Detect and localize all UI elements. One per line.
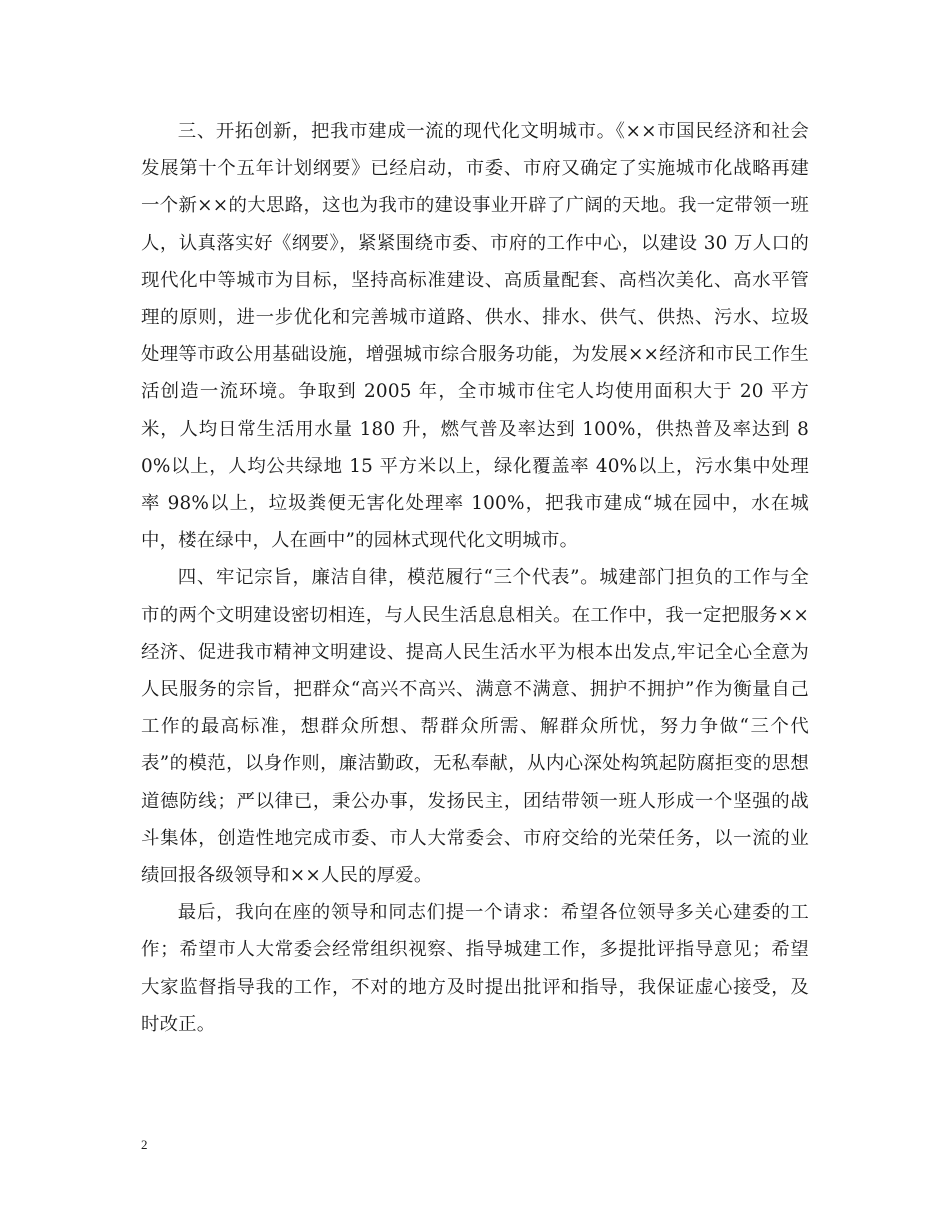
paragraph-closing-request: 最后，我向在座的领导和同志们提一个请求：希望各位领导多关心建委的工作；希望市人大常委会经常组织视察、指导城建工作，多提批评指导意见；希望大家监督指导我的工作，不对的地方及时提出批评和指导，我保证虚心接受，及时改正。 xyxy=(141,902,809,1035)
document-body xyxy=(141,113,809,1043)
paragraph-three-pioneering: 三、开拓创新，把我市建成一流的现代化文明城市。《××市国民经济和社会发展第十个五年计划纲要》已经启动，市委、市府又确定了实施城市化战略再建一个新××的大思路，这也为我市的建设事业开辟了广阔的天地。我一定带领一班人，认真落实好《纲要》，紧紧围绕市委、市府的工作中心，以建设 30 万人口的现代化中等城市为目标，坚持高标准建设、高质量配套、高档次美化、高水平管理的原则，进一步优化和完善城市道路、供水、排水、供气、供热、污水、垃圾处理等市政公用基础设施，增强城市综合服务功能，为发展××经济和市民工作生活创造一流环境。争取到 2005 年，全市城市住宅人均使用面积大于 20 平方米，人均日常生活用水量 180 升，燃气普及率达到 100%，供热普及率达到 80%以上，人均公共绿地 15 平方米以上，绿化覆盖率 40%以上，污水集中处理率 98%以上，垃圾粪便无害化处理率 100%，把我市建成“城在园中，水在城中，楼在绿中，人在画中”的园林式现代化文明城市。 xyxy=(141,121,809,552)
page-number: 2 xyxy=(141,1137,148,1152)
paragraph-four-purpose: 四、牢记宗旨，廉洁自律，模范履行“三个代表”。城建部门担负的工作与全市的两个文明建设密切相连，与人民生活息息相关。在工作中，我一定把服务××经济、促进我市精神文明建设、提高人民生活水平为根本出发点,牢记全心全意为人民服务的宗旨，把群众“高兴不高兴、满意不满意、拥护不拥护”作为衡量自己工作的最高标准，想群众所想、帮群众所需、解群众所忧，努力争做“三个代表”的模范，以身作则，廉洁勤政，无私奉献，从内心深处构筑起防腐拒变的思想道德防线；严以律已，秉公办事，发扬民主，团结带领一班人形成一个坚强的战斗集体，创造性地完成市委、市人大常委会、市府交给的光荣任务，以一流的业绩回报各级领导和××人民的厚爱。 xyxy=(141,567,809,887)
